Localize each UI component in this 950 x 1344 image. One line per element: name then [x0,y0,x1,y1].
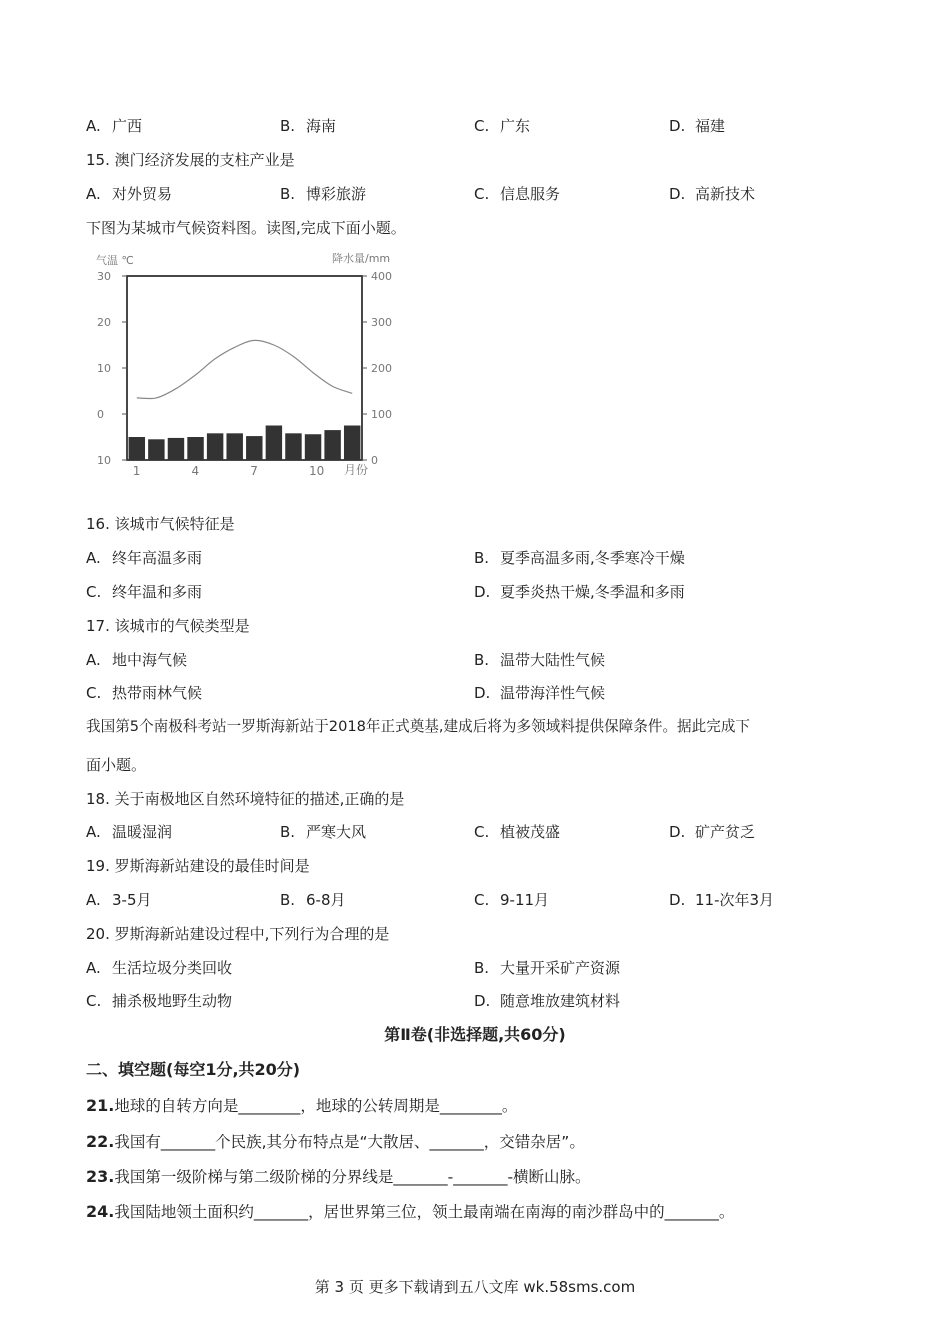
precipitation-bar [266,426,282,461]
precipitation-bar [246,436,262,460]
y-tick-label: 0 [97,408,104,421]
precipitation-bar [305,434,321,460]
y-tick-label: 20 [97,316,111,329]
precipitation-bar [148,439,164,460]
q18-option-c: C. 植被茂盛 [474,823,561,841]
y-tick-label: 10 [97,454,111,467]
chart-x-ticks [133,464,325,478]
precipitation-bar [168,438,184,460]
q18-stem: 18. 关于南极地区自然环境特征的描述,正确的是 [86,790,405,808]
precipitation-bar [187,437,203,460]
q19-stem: 19. 罗斯海新站建设的最佳时间是 [86,857,310,875]
precipitation-bar [324,430,340,460]
page-footer: 第 3 页 更多下载请到五八文库 wk.58sms.com [314,1278,636,1296]
climate-chart [86,248,392,483]
q20-option-b: B. 大量开采矿产资源 [474,959,621,977]
chart-y-ticks [97,270,127,467]
fill-question-22: 22.我国有_______个民族,其分布特点是“大散居、_______，交错杂居”。 [86,1132,585,1151]
q14-option-a: A. 广西 [86,117,143,135]
q19-option-d: D. 11-次年3月 [669,891,775,909]
q15-option-a: A. 对外贸易 [86,185,173,203]
q18-option-a: A. 温暖湿润 [86,823,173,841]
q15-option-d: D. 高新技术 [669,185,756,203]
precipitation-bar [226,433,242,460]
q20-stem: 20. 罗斯海新站建设过程中,下列行为合理的是 [86,925,390,943]
chart-y2label: 降水量/mm [332,252,391,265]
q17-option-d: D. 温带海洋性气候 [474,684,606,702]
y2-tick-label: 0 [371,454,378,467]
q17-option-c: C. 热带雨林气候 [86,684,203,702]
part2-title: 第Ⅱ卷(非选择题,共60分) [384,1025,566,1044]
y2-tick-label: 200 [371,362,392,375]
antarctic-intro-line2: 面小题。 [86,756,147,774]
section2-title: 二、填空题(每空1分,共20分) [86,1060,301,1079]
q15-option-c: C. 信息服务 [474,185,561,203]
q14-option-c: C. 广东 [474,117,531,135]
fill-question-21: 21.地球的自转方向是________，地球的公转周期是________。 [86,1096,518,1115]
q16-option-d: D. 夏季炎热干燥,冬季温和多雨 [474,583,685,601]
q20-option-a: A. 生活垃圾分类回收 [86,959,233,977]
q17-stem: 17. 该城市的气候类型是 [86,617,250,635]
q17-option-a: A. 地中海气候 [86,651,188,669]
fill-question-24: 24.我国陆地领土面积约_______，居世界第三位，领土最南端在南海的南沙群岛中的_______。 [86,1202,735,1221]
precipitation-bar [207,433,223,460]
chart-ylabel: 气温 ℃ [96,254,134,267]
q16-option-a: A. 终年高温多雨 [86,549,203,567]
q15-option-b: B. 博彩旅游 [280,185,367,203]
q16-option-c: C. 终年温和多雨 [86,583,203,601]
precipitation-bar [344,426,360,461]
q14-option-d: D. 福建 [669,117,726,135]
q18-option-d: D. 矿产贫乏 [669,823,756,841]
q16-stem: 16. 该城市气候特征是 [86,515,235,533]
y-tick-label: 30 [97,270,111,283]
q15-stem: 15. 澳门经济发展的支柱产业是 [86,151,295,169]
x-tick-label: 1 [132,464,141,478]
q19-option-a: A. 3-5月 [86,891,152,909]
y2-tick-label: 300 [371,316,392,329]
x-tick-label: 4 [191,464,200,478]
y2-tick-label: 100 [371,408,392,421]
x-tick-label: 10 [309,464,325,478]
fill-question-23: 23.我国第一级阶梯与第二级阶梯的分界线是_______-_______-横断山脉。 [86,1167,591,1186]
y2-tick-label: 400 [371,270,392,283]
x-tick-label: 7 [250,464,258,478]
y-tick-label: 10 [97,362,111,375]
q17-option-b: B. 温带大陆性气候 [474,651,606,669]
q19-option-b: B. 6-8月 [280,891,346,909]
temperature-curve [137,340,352,398]
precipitation-bar [129,437,145,460]
q20-option-d: D. 随意堆放建筑材料 [474,992,621,1010]
q14-option-b: B. 海南 [280,117,337,135]
q20-option-c: C. 捕杀极地野生动物 [86,992,233,1010]
antarctic-intro-line1: 我国第5个南极科考站一罗斯海新站于2018年正式奠基,建成后将为多领域料提供保障条件。据此完成下 [86,718,751,735]
climate-intro: 下图为某城市气候资料图。读图,完成下面小题。 [86,219,406,237]
q19-option-c: C. 9-11月 [474,891,550,909]
q18-option-b: B. 严寒大风 [280,823,367,841]
chart-xlabel: 月份 [344,463,369,477]
precipitation-bar [285,433,301,460]
precipitation-bars [129,426,361,461]
chart-y2-ticks [362,270,392,467]
q16-option-b: B. 夏季高温多雨,冬季寒冷干燥 [474,549,685,567]
